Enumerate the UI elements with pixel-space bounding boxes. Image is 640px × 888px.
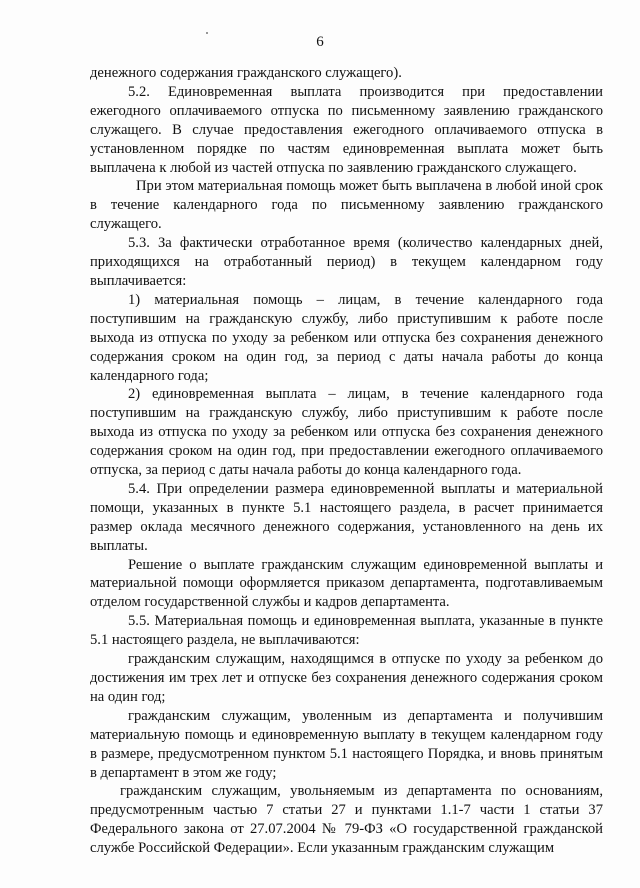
paragraph-5-3-item-1: 1) материальная помощь – лицам, в течение календарного года поступившим на гражданскую службу, либо приступившим к работе после выхода из отпуска по уходу за ребенком или отпуска без сохранения денежного содержания сроком на один год, за период с даты начала работы до конца календарного года; bbox=[90, 291, 603, 384]
paragraph-5-3-item-2: 2) единовременная выплата – лицам, в течение календарного года поступившим на гражданскую службу, либо приступившим к работе после выхода из отпуска по уходу за ребенком или отпуска без сохранения денежного содержания сроком на один год, при предоставлении ежегодного оплачиваемого отпуска, за период с даты начала работы до конца календарного года. bbox=[90, 386, 603, 479]
document-body bbox=[90, 64, 603, 858]
paragraph-5-5: 5.5. Материальная помощь и единовременная выплата, указанные в пункте 5.1 настоящего раздела, не выплачиваются: bbox=[90, 613, 603, 649]
paragraph-5-3: 5.3. За фактически отработанное время (количество календарных дней, приходящихся на отработанный период) в текущем календарном году выплачивается: bbox=[90, 235, 603, 289]
paragraph-5-5-item-1: гражданским служащим, находящимся в отпуске по уходу за ребенком до достижения им трех лет и отпуске без сохранения денежного содержания сроком на один год; bbox=[90, 651, 603, 705]
paragraph-decision: Решение о выплате гражданским служащим единовременной выплаты и материальной помощи оформляется приказом департамента, подготавливаемым отделом государственной службы и кадров департамента. bbox=[90, 556, 603, 611]
paragraph-5-2: 5.2. Единовременная выплата производится при предоставлении ежегодного оплачиваемого отпуска по письменному заявлению гражданского служащего. В случае предоставления ежегодного оплачиваемого отпуска в установленном порядке по частям единовременная выплата может быть выплачена к любой из частей отпуска по заявлению гражданского служащего. bbox=[90, 83, 603, 176]
paragraph-material-aid-term: При этом материальная помощь может быть выплачена в любой иной срок в течение календарного года по письменному заявлению гражданского служащего. bbox=[90, 178, 603, 233]
paragraph-5-5-item-2: гражданским служащим, уволенным из департамента и получившим материальную помощь и единовременную выплату в текущем календарном году в размере, предусмотренном пунктом 5.1 настоящего Порядка, и вновь принятым в департамент в этом же году; bbox=[90, 707, 603, 781]
page-number: 6 bbox=[316, 34, 324, 50]
paragraph-5-5-item-3: гражданским служащим, увольняемым из департамента по основаниям, предусмотренным частью 7 статьи 27 и пунктами 1.1-7 части 1 статьи 37 Федерального закона от 27.07.2004 № 79-ФЗ «О государственной гражданской службе Российской Федерации». Если указанным гражданским служащим bbox=[90, 783, 603, 857]
paragraph-5-4: 5.4. При определении размера единовременной выплаты и материальной помощи, указанных в пункте 5.1 настоящего раздела, в расчет принимается размер оклада месячного денежного содержания, установленного на день их выплаты. bbox=[90, 480, 603, 554]
paragraph-continuation: денежного содержания гражданского служащего). bbox=[90, 65, 402, 81]
